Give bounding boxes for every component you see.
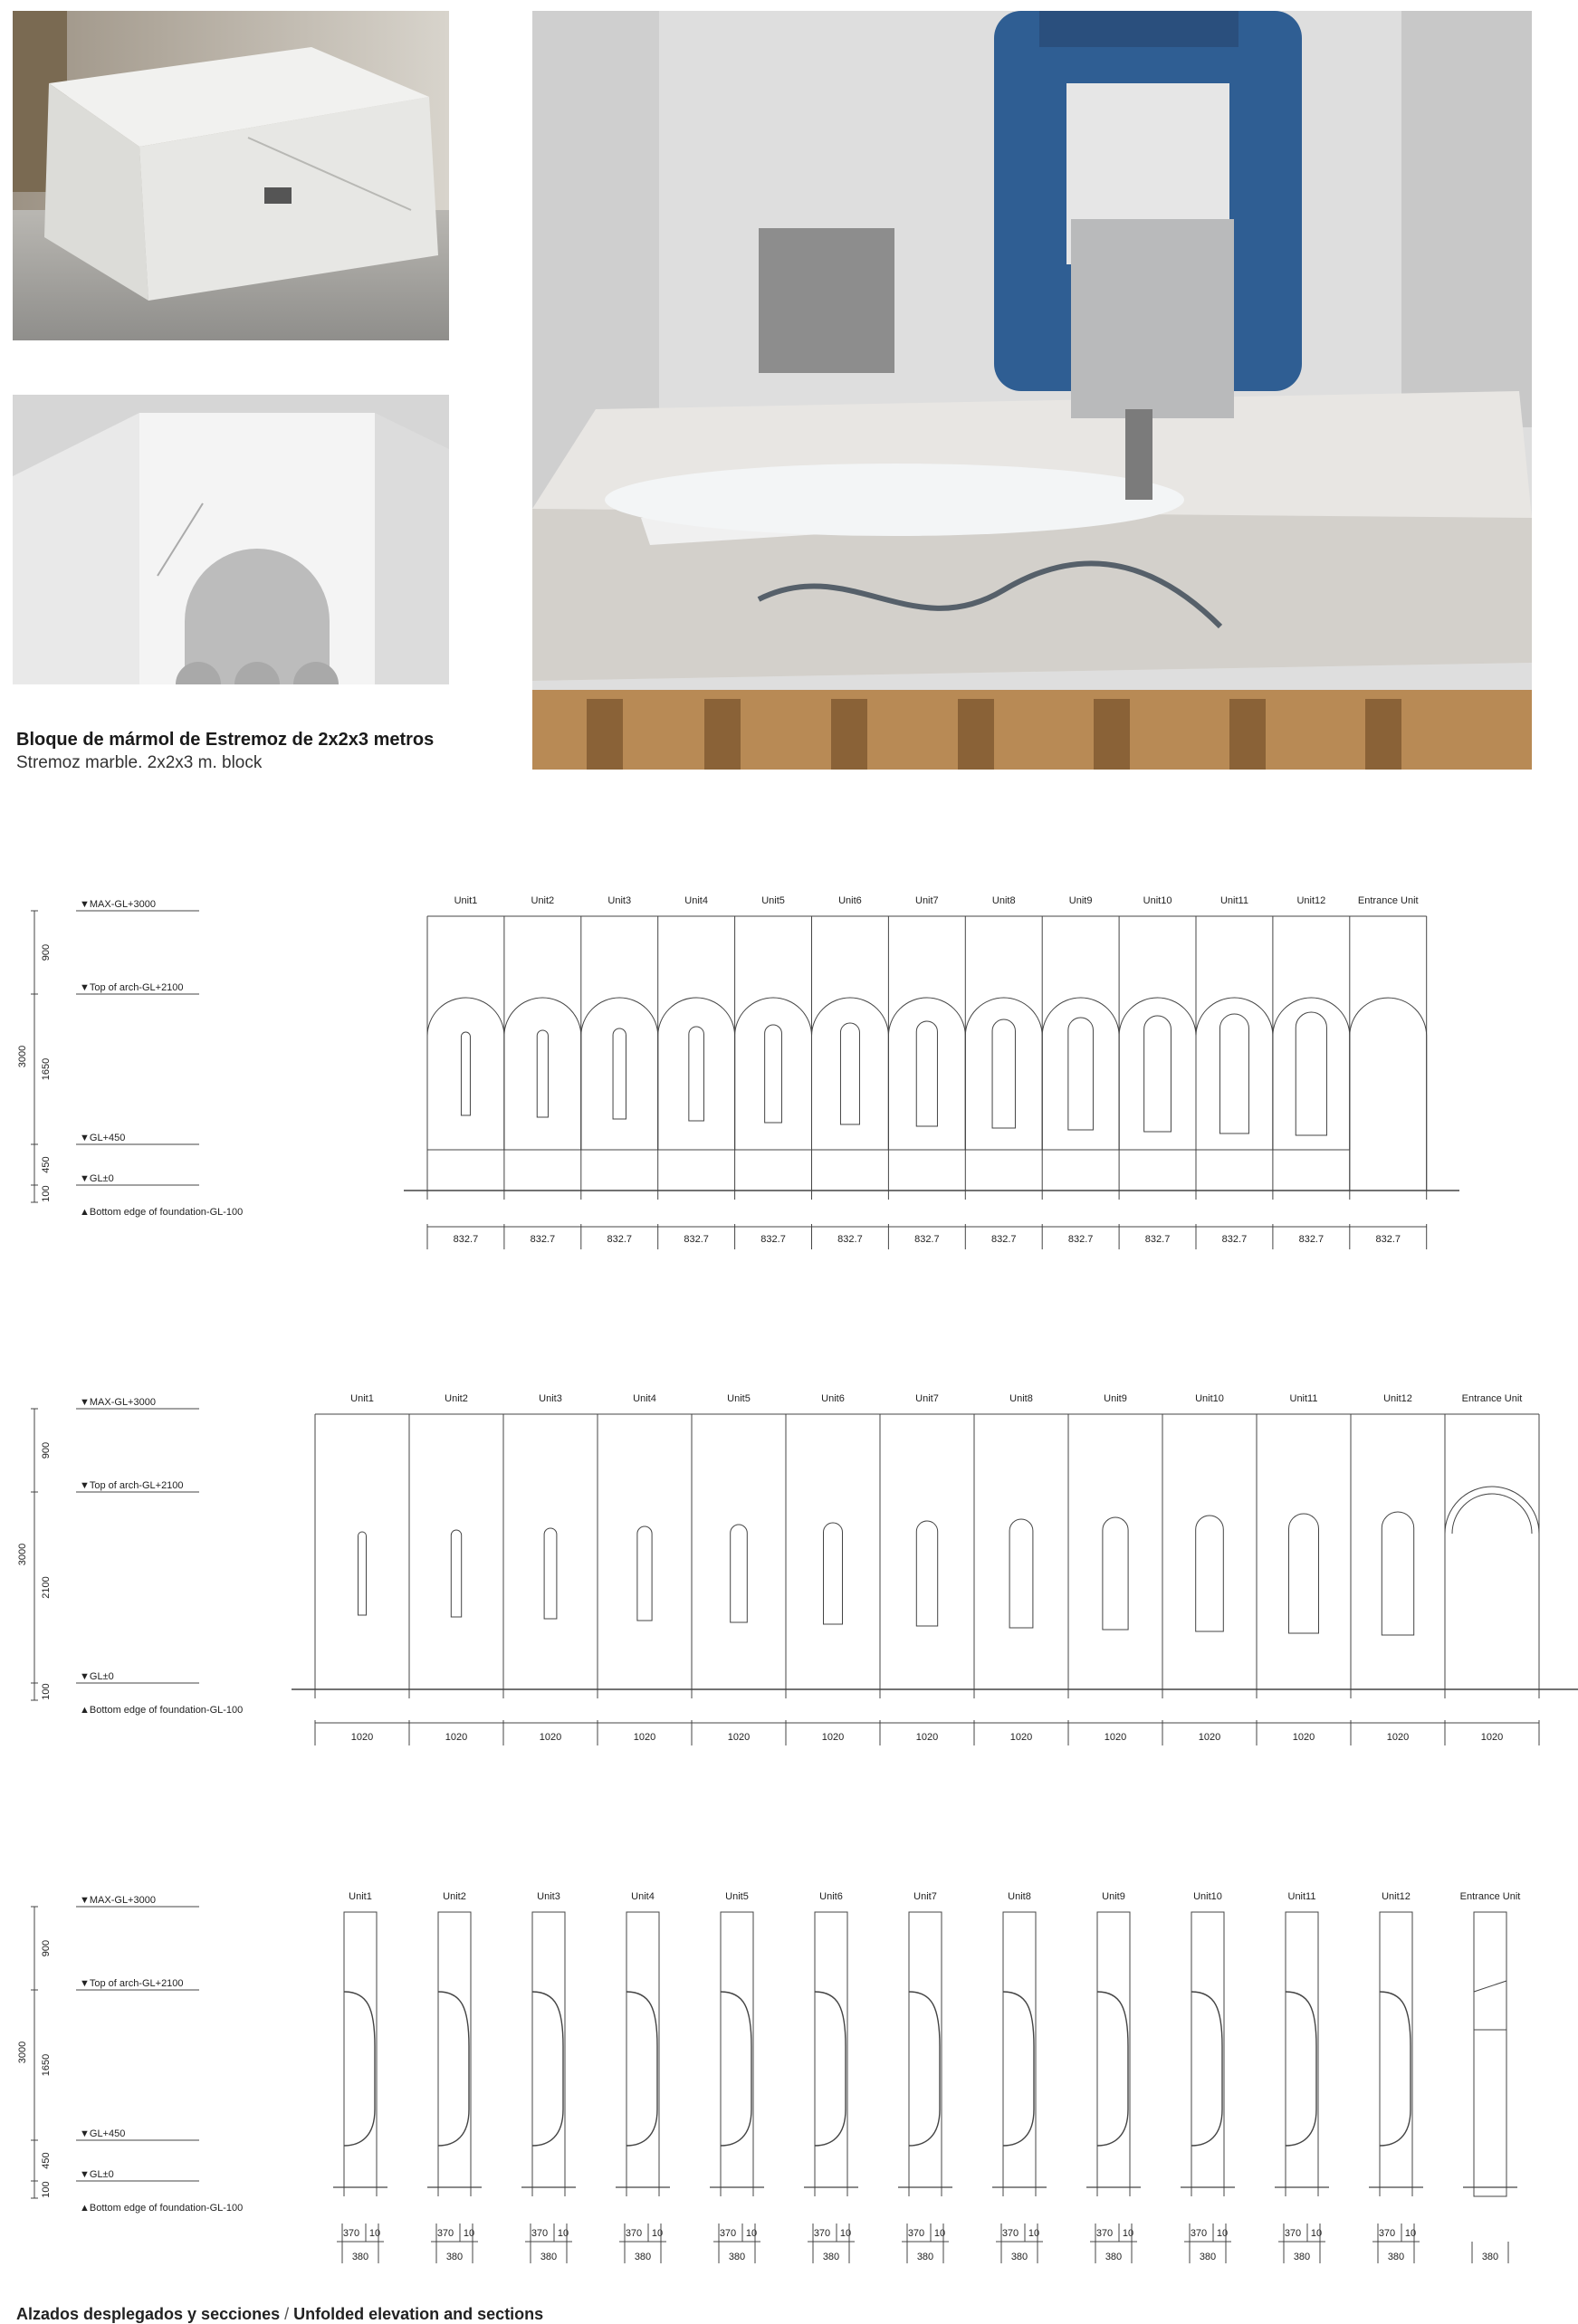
unit-label: Unit9 [1068,895,1093,906]
photo-caption-spanish: Bloque de mármol de Estremoz de 2x2x3 metros [16,730,435,750]
unit-width-label: 1020 [1104,1732,1127,1743]
unit-width-label: 1020 [539,1732,562,1743]
slot-window [1296,1012,1326,1135]
section-outline [909,1912,942,2196]
dimension-1650-label: 1650 [41,1057,52,1081]
section-gap-label: 10 [745,2228,758,2239]
section-arch-profile [1380,1992,1411,2146]
level-max-label: ▼MAX-GL+3000 [80,899,156,910]
unit-label: Unit2 [445,1393,468,1404]
level-max-label: ▼MAX-GL+3000 [80,1895,156,1906]
unit-label: Unit6 [821,1393,845,1404]
arch-outline [427,998,504,1150]
unit-label: Unit5 [761,895,785,906]
elevation-b [292,1393,1578,1745]
slot-window [1219,1014,1248,1133]
unit-width-label: 832.7 [530,1234,556,1245]
section-outline [1191,1912,1224,2196]
slot-window [1103,1517,1128,1630]
arch-outline [1273,998,1350,1150]
section-arch-profile [438,1992,469,2146]
unit-label: Unit11 [1219,895,1248,906]
slot-window [359,1532,367,1615]
slot-window [916,1021,937,1126]
section-wall-label: 370 [907,2228,925,2239]
unit-label: Unit12 [1296,895,1326,906]
unit-label: Unit10 [1193,1891,1222,1902]
arch-outline [888,998,965,1150]
section-wall-label: 370 [342,2228,360,2239]
unit-label: Entrance Unit [1357,895,1419,906]
unit-width-label: 1020 [1480,1732,1504,1743]
section-wall-label: 370 [1001,2228,1019,2239]
section-gap-label: 10 [839,2228,852,2239]
unit-label: Unit2 [443,1891,466,1902]
level-labels-elevation-a [17,899,243,1218]
unit-label: Entrance Unit [1461,1393,1523,1404]
arch-outline [1119,998,1196,1150]
unit-width-label: 832.7 [453,1234,479,1245]
section-arch-profile [344,1992,375,2146]
section-wall-label: 370 [436,2228,454,2239]
section-gap-label: 10 [1310,2228,1323,2239]
unit-width-label: 1020 [915,1732,939,1743]
unit-label: Unit6 [819,1891,843,1902]
unit-label: Unit2 [531,895,555,906]
unit-label: Unit8 [1009,1393,1033,1404]
slot-window [992,1019,1015,1128]
unit-label: Entrance Unit [1459,1891,1521,1902]
slot-window [731,1525,748,1622]
unit-width-label: 1020 [1198,1732,1221,1743]
section-wall-label: 370 [1378,2228,1396,2239]
dimension-total-label: 3000 [17,1045,28,1068]
unit-width-label: 832.7 [1067,1234,1094,1245]
section-total-label: 380 [1481,2252,1499,2262]
section-gap-label: 10 [933,2228,946,2239]
unit-width-label: 832.7 [1298,1234,1325,1245]
unit-width-label: 832.7 [607,1234,633,1245]
arch-outline [1042,998,1119,1150]
section-arch-profile [1097,1992,1128,2146]
slot-window [689,1027,704,1121]
unit-width-label: 832.7 [760,1234,786,1245]
dimension-100-label: 100 [41,2181,52,2198]
dimension-900-label: 900 [41,1939,52,1957]
unit-width-label: 1020 [1009,1732,1033,1743]
slot-window [1196,1516,1224,1631]
unit-label: Unit6 [838,895,862,906]
dimension-total-label: 3000 [17,1543,28,1566]
slot-window [824,1523,843,1624]
slot-window [840,1023,859,1124]
unit-width-label: 1020 [633,1732,656,1743]
unit-label: Unit5 [727,1393,751,1404]
unit-label: Unit12 [1382,1891,1411,1902]
level-gl450-label: ▼GL+450 [80,1133,126,1143]
footer-separator: / [280,2305,294,2323]
level-gl0-label: ▼GL±0 [80,2169,114,2180]
section-outline [1097,1912,1130,2196]
unit-width-label: 832.7 [914,1234,940,1245]
slot-window [451,1530,461,1617]
section-total-label: 380 [540,2252,558,2262]
section-total-label: 380 [1105,2252,1123,2262]
unit-label: Unit4 [633,1393,656,1404]
level-arch-label: ▼Top of arch-GL+2100 [80,1480,184,1491]
section-outline [815,1912,847,2196]
slot-window [1289,1514,1319,1633]
slot-window [537,1030,548,1117]
unit-label: Unit4 [684,895,708,906]
unit-label: Unit7 [915,1393,939,1404]
unit-label: Unit1 [349,1891,372,1902]
section-outline [344,1912,377,2196]
section-arch-profile [909,1992,940,2146]
dimension-100-label: 100 [41,1185,52,1202]
level-foundation-label: ▲Bottom edge of foundation-GL-100 [80,2203,244,2214]
slot-window [1009,1519,1033,1628]
unit-width-label: 832.7 [1144,1234,1171,1245]
section-wall-label: 370 [1095,2228,1114,2239]
unit-width-label: 1020 [445,1732,468,1743]
dimension-900-label: 900 [41,1441,52,1459]
footer-title-english: Unfolded elevation and sections [293,2305,544,2323]
unit-label: Unit3 [537,1891,560,1902]
dimension-900-label: 900 [41,943,52,961]
level-gl450-label: ▼GL+450 [80,2128,126,2139]
section-outline [721,1912,753,2196]
section-gap-label: 10 [1216,2228,1229,2239]
level-gl0-label: ▼GL±0 [80,1671,114,1682]
entrance-section-arch [1474,1981,1506,1992]
section-total-label: 380 [445,2252,464,2262]
slot-window [544,1528,557,1619]
arch-outline [965,998,1042,1150]
unit-width-label: 832.7 [1221,1234,1248,1245]
section-total-label: 380 [634,2252,652,2262]
section-gap-label: 10 [1404,2228,1417,2239]
dimension-2100-label: 2100 [41,1576,52,1599]
section-arch-profile [815,1992,846,2146]
section-wall-label: 370 [625,2228,643,2239]
unit-label: Unit5 [725,1891,749,1902]
level-gl0-label: ▼GL±0 [80,1173,114,1184]
section-outline [1286,1912,1318,2196]
slot-window [916,1521,937,1626]
footer-title-spanish: Alzados desplegados y secciones [16,2305,281,2323]
level-arch-label: ▼Top of arch-GL+2100 [80,1978,184,1989]
unit-label: Unit8 [1008,1891,1031,1902]
section-arch-profile [1003,1992,1034,2146]
section-gap-label: 10 [557,2228,569,2239]
section-outline [1003,1912,1036,2196]
unit-label: Unit12 [1383,1393,1412,1404]
page-footer [16,2305,543,2324]
section-outline [1474,1912,1506,2196]
dimension-450-label: 450 [41,2152,52,2169]
arch-outline [1350,998,1427,1191]
dimension-total-label: 3000 [17,2041,28,2064]
section-total-label: 380 [1010,2252,1028,2262]
unit-label: Unit8 [991,895,1016,906]
unit-label: Unit11 [1287,1891,1316,1902]
unit-width-label: 832.7 [684,1234,709,1245]
level-max-label: ▼MAX-GL+3000 [80,1397,156,1408]
section-outline [1380,1912,1412,2196]
section-arch-profile [626,1992,657,2146]
unit-label: Unit10 [1195,1393,1224,1404]
section-gap-label: 10 [651,2228,664,2239]
unit-width-label: 832.7 [990,1234,1017,1245]
unit-label: Unit3 [607,895,632,906]
section-outline [626,1912,659,2196]
slot-window [765,1025,782,1123]
unit-label: Unit11 [1289,1393,1318,1404]
slot-window [1068,1018,1094,1130]
dimension-1650-label: 1650 [41,2053,52,2077]
level-foundation-label: ▲Bottom edge of foundation-GL-100 [80,1705,244,1716]
section-gap-label: 10 [1122,2228,1134,2239]
slot-window [1144,1016,1172,1132]
unit-label: Unit1 [350,1393,374,1404]
unit-width-label: 1020 [727,1732,751,1743]
unit-label: Unit4 [631,1891,655,1902]
section-gap-label: 10 [463,2228,475,2239]
unit-label: Unit10 [1143,895,1172,906]
section-outline [438,1912,471,2196]
arch-outline [504,998,581,1150]
section-arch-profile [1286,1992,1316,2146]
level-foundation-label: ▲Bottom edge of foundation-GL-100 [80,1207,244,1218]
arch-outline [658,998,735,1150]
unit-label: Unit3 [539,1393,562,1404]
unit-label: Unit7 [913,1891,937,1902]
entrance-arch-inner [1452,1494,1532,1534]
unit-label: Unit9 [1102,1891,1125,1902]
unit-width-label: 1020 [350,1732,374,1743]
section-gap-label: 10 [368,2228,381,2239]
level-labels-elevation-b [17,1397,243,1716]
section-total-label: 380 [1293,2252,1311,2262]
unit-width-label: 1020 [1292,1732,1315,1743]
dimension-100-label: 100 [41,1683,52,1700]
slot-window [461,1032,470,1115]
section-arch-profile [532,1992,563,2146]
dimension-450-label: 450 [41,1156,52,1173]
photo-caption-english: Stremoz marble. 2x2x3 m. block [16,753,263,772]
section-total-label: 380 [1199,2252,1217,2262]
slot-window [613,1028,626,1119]
unit-label: Unit7 [915,895,939,906]
arch-outline [1196,998,1273,1150]
section-wall-label: 370 [813,2228,831,2239]
unit-width-label: 1020 [1386,1732,1410,1743]
section-total-label: 380 [916,2252,934,2262]
section-wall-label: 370 [531,2228,549,2239]
section-outline [532,1912,565,2196]
section-total-label: 380 [351,2252,369,2262]
slot-window [1382,1512,1413,1635]
slot-window [637,1526,652,1621]
elevation-a [404,895,1459,1249]
section-wall-label: 370 [1284,2228,1302,2239]
section-arch-profile [721,1992,751,2146]
unit-label: Unit9 [1104,1393,1127,1404]
level-labels-section [17,1895,243,2214]
section-wall-label: 370 [719,2228,737,2239]
unit-label: Unit1 [454,895,478,906]
section-total-label: 380 [822,2252,840,2262]
section-total-label: 380 [1387,2252,1405,2262]
level-arch-label: ▼Top of arch-GL+2100 [80,982,184,993]
unit-width-label: 832.7 [1375,1234,1401,1245]
arch-outline [581,998,658,1150]
sections [333,1891,1520,2263]
section-gap-label: 10 [1028,2228,1040,2239]
arch-outline [735,998,812,1150]
section-total-label: 380 [728,2252,746,2262]
arch-outline [812,998,889,1150]
unit-width-label: 1020 [821,1732,845,1743]
unit-width-label: 832.7 [837,1234,863,1245]
section-arch-profile [1191,1992,1222,2146]
section-wall-label: 370 [1190,2228,1208,2239]
